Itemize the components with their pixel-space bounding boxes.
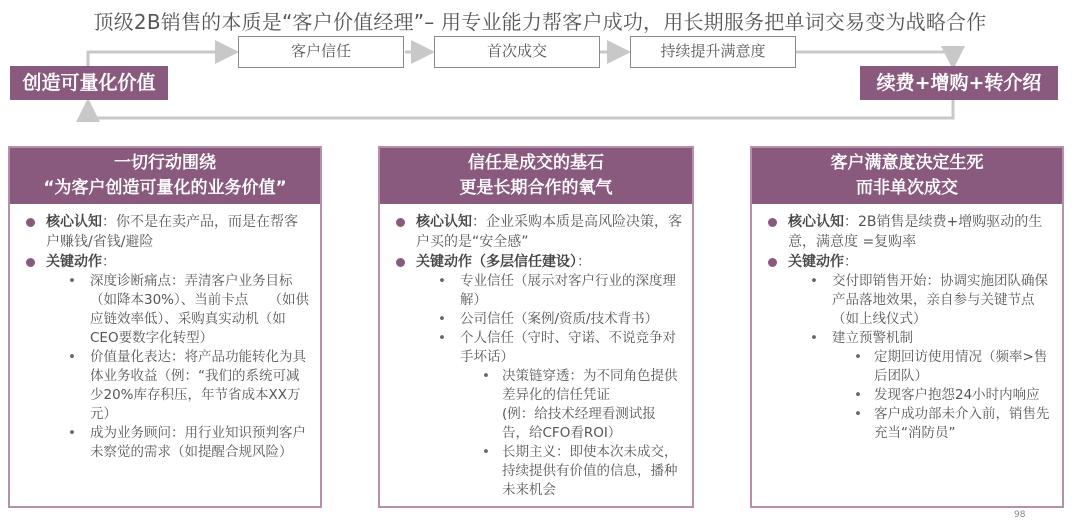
bullet-key: 关键动作 [788,254,844,270]
bullet-text: ： [844,254,858,270]
bullet-key: 核心认知 [416,214,472,230]
sub-bullet-item [762,272,1052,329]
card-body [752,204,1062,447]
arrow-step3-to-right [795,52,953,64]
bullet-item [20,252,310,272]
flow-step-satisfaction: 持续提升满意度 [630,36,796,68]
renewal-label: 续费+增购+转介绍 [860,66,1058,100]
bullet-item [20,212,310,252]
bullet-item [762,252,1052,272]
bullet-text: 交付即销售开始：协调实施团队确保产品落地效果，亲自参与关键节点（如上线仪式） [832,273,1048,327]
sub-sub-bullet-item [762,348,1052,386]
card-header-line: 更是长期合作的氧气 [459,178,613,198]
sub-sub-bullet-item [390,443,682,500]
card-header-line: “为客户创造可量化的业务价值” [43,178,287,198]
bullet-text: 深度诊断痛点：弄清客户业务目标（如降本30%）、当前卡点 （如供应链效率低）、采购真实动机（如CEO要数字化转型） [90,273,310,346]
card-header-line: 客户满意度决定生死 [830,153,984,173]
arrow-left-to-step1 [88,52,233,66]
bullet-text: 价值量化表达：将产品功能转化为具体业务收益（例：“我们的系统可减少20%库存积压，年节省成本XX万元） [90,349,306,422]
sub-bullet-item [20,348,310,424]
card-body [380,204,692,504]
sub-bullet-item [390,310,682,329]
bullet-text: ：你不是在卖产品，而是在帮客户赚钱/省钱/避险 [46,214,298,250]
bullet-text: 长期主义：即使本次未成交，持续提供有价值的信息，播种未来机会 [502,444,678,498]
bullet-item [390,252,682,272]
sub-sub-bullet-item [390,367,682,443]
card-trust [378,146,694,508]
bullet-text: 发现客户抱怨24小时内响应 [874,387,1040,403]
arrow-feedback-loop [88,100,953,118]
bullet-text: 个人信任（守时、守诺、不说竞争对手坏话） [460,330,676,365]
sub-bullet-item [390,329,682,367]
sub-sub-bullet-item [762,386,1052,405]
card-header-line: 而非单次成交 [856,178,958,198]
bullet-key: 核心认知 [788,214,844,230]
bullet-text: 客户成功部未介入前，销售先充当“消防员” [874,406,1050,441]
bullet-text: 成为业务顾问：用行业知识预判客户未察觉的需求（如提醒合规风险） [90,425,306,460]
bullet-text: ：2B销售是续费+增购驱动的生意，满意度 =复购率 [788,214,1043,250]
bullet-text: 定期回访使用情况（频率>售后团队） [874,349,1048,384]
bullet-key: 关键动作（多层信任建设） [416,254,577,270]
sub-bullet-item [20,272,310,348]
card-header [752,148,1062,204]
card-body [10,204,320,466]
bullet-text: ： [577,254,591,270]
bullet-key: 核心认知 [46,214,102,230]
flow-step-first-deal: 首次成交 [434,36,600,68]
bullet-text: 决策链穿透：为不同角色提供差异化的信任凭证 (例：给技术经理看测试报告，给CFO看ROI） [502,368,678,441]
card-header [10,148,320,204]
sub-bullet-item [762,329,1052,348]
bullet-text: ：企业采购本质是高风险决策，客户买的是“安全感” [416,214,682,250]
page-number: 98 [1014,510,1026,520]
page-title: 顶级2B销售的本质是“客户价值经理”– 用专业能力帮客户成功，用长期服务把单词交易变为战略合作 [93,10,987,34]
bullet-text: 建立预警机制 [832,330,913,346]
sub-sub-bullet-item [762,405,1052,443]
bullet-item [390,212,682,252]
card-header-line: 一切行动围绕 [114,153,216,173]
card-header [380,148,692,204]
card-header-line: 信任是成交的基石 [468,153,604,173]
bullet-text: ： [102,254,116,270]
bullet-item [762,212,1052,252]
create-value-label: 创造可量化价值 [10,66,168,100]
sub-bullet-item [390,272,682,310]
card-satisfaction [750,146,1064,508]
bullet-key: 关键动作 [46,254,102,270]
flow-step-trust: 客户信任 [238,36,404,68]
bullet-text: 公司信任（案例/资质/技术背书） [460,311,659,327]
card-business-value [8,146,322,508]
bullet-text: 专业信任（展示对客户行业的深度理解） [460,273,676,308]
sub-bullet-item [20,424,310,462]
